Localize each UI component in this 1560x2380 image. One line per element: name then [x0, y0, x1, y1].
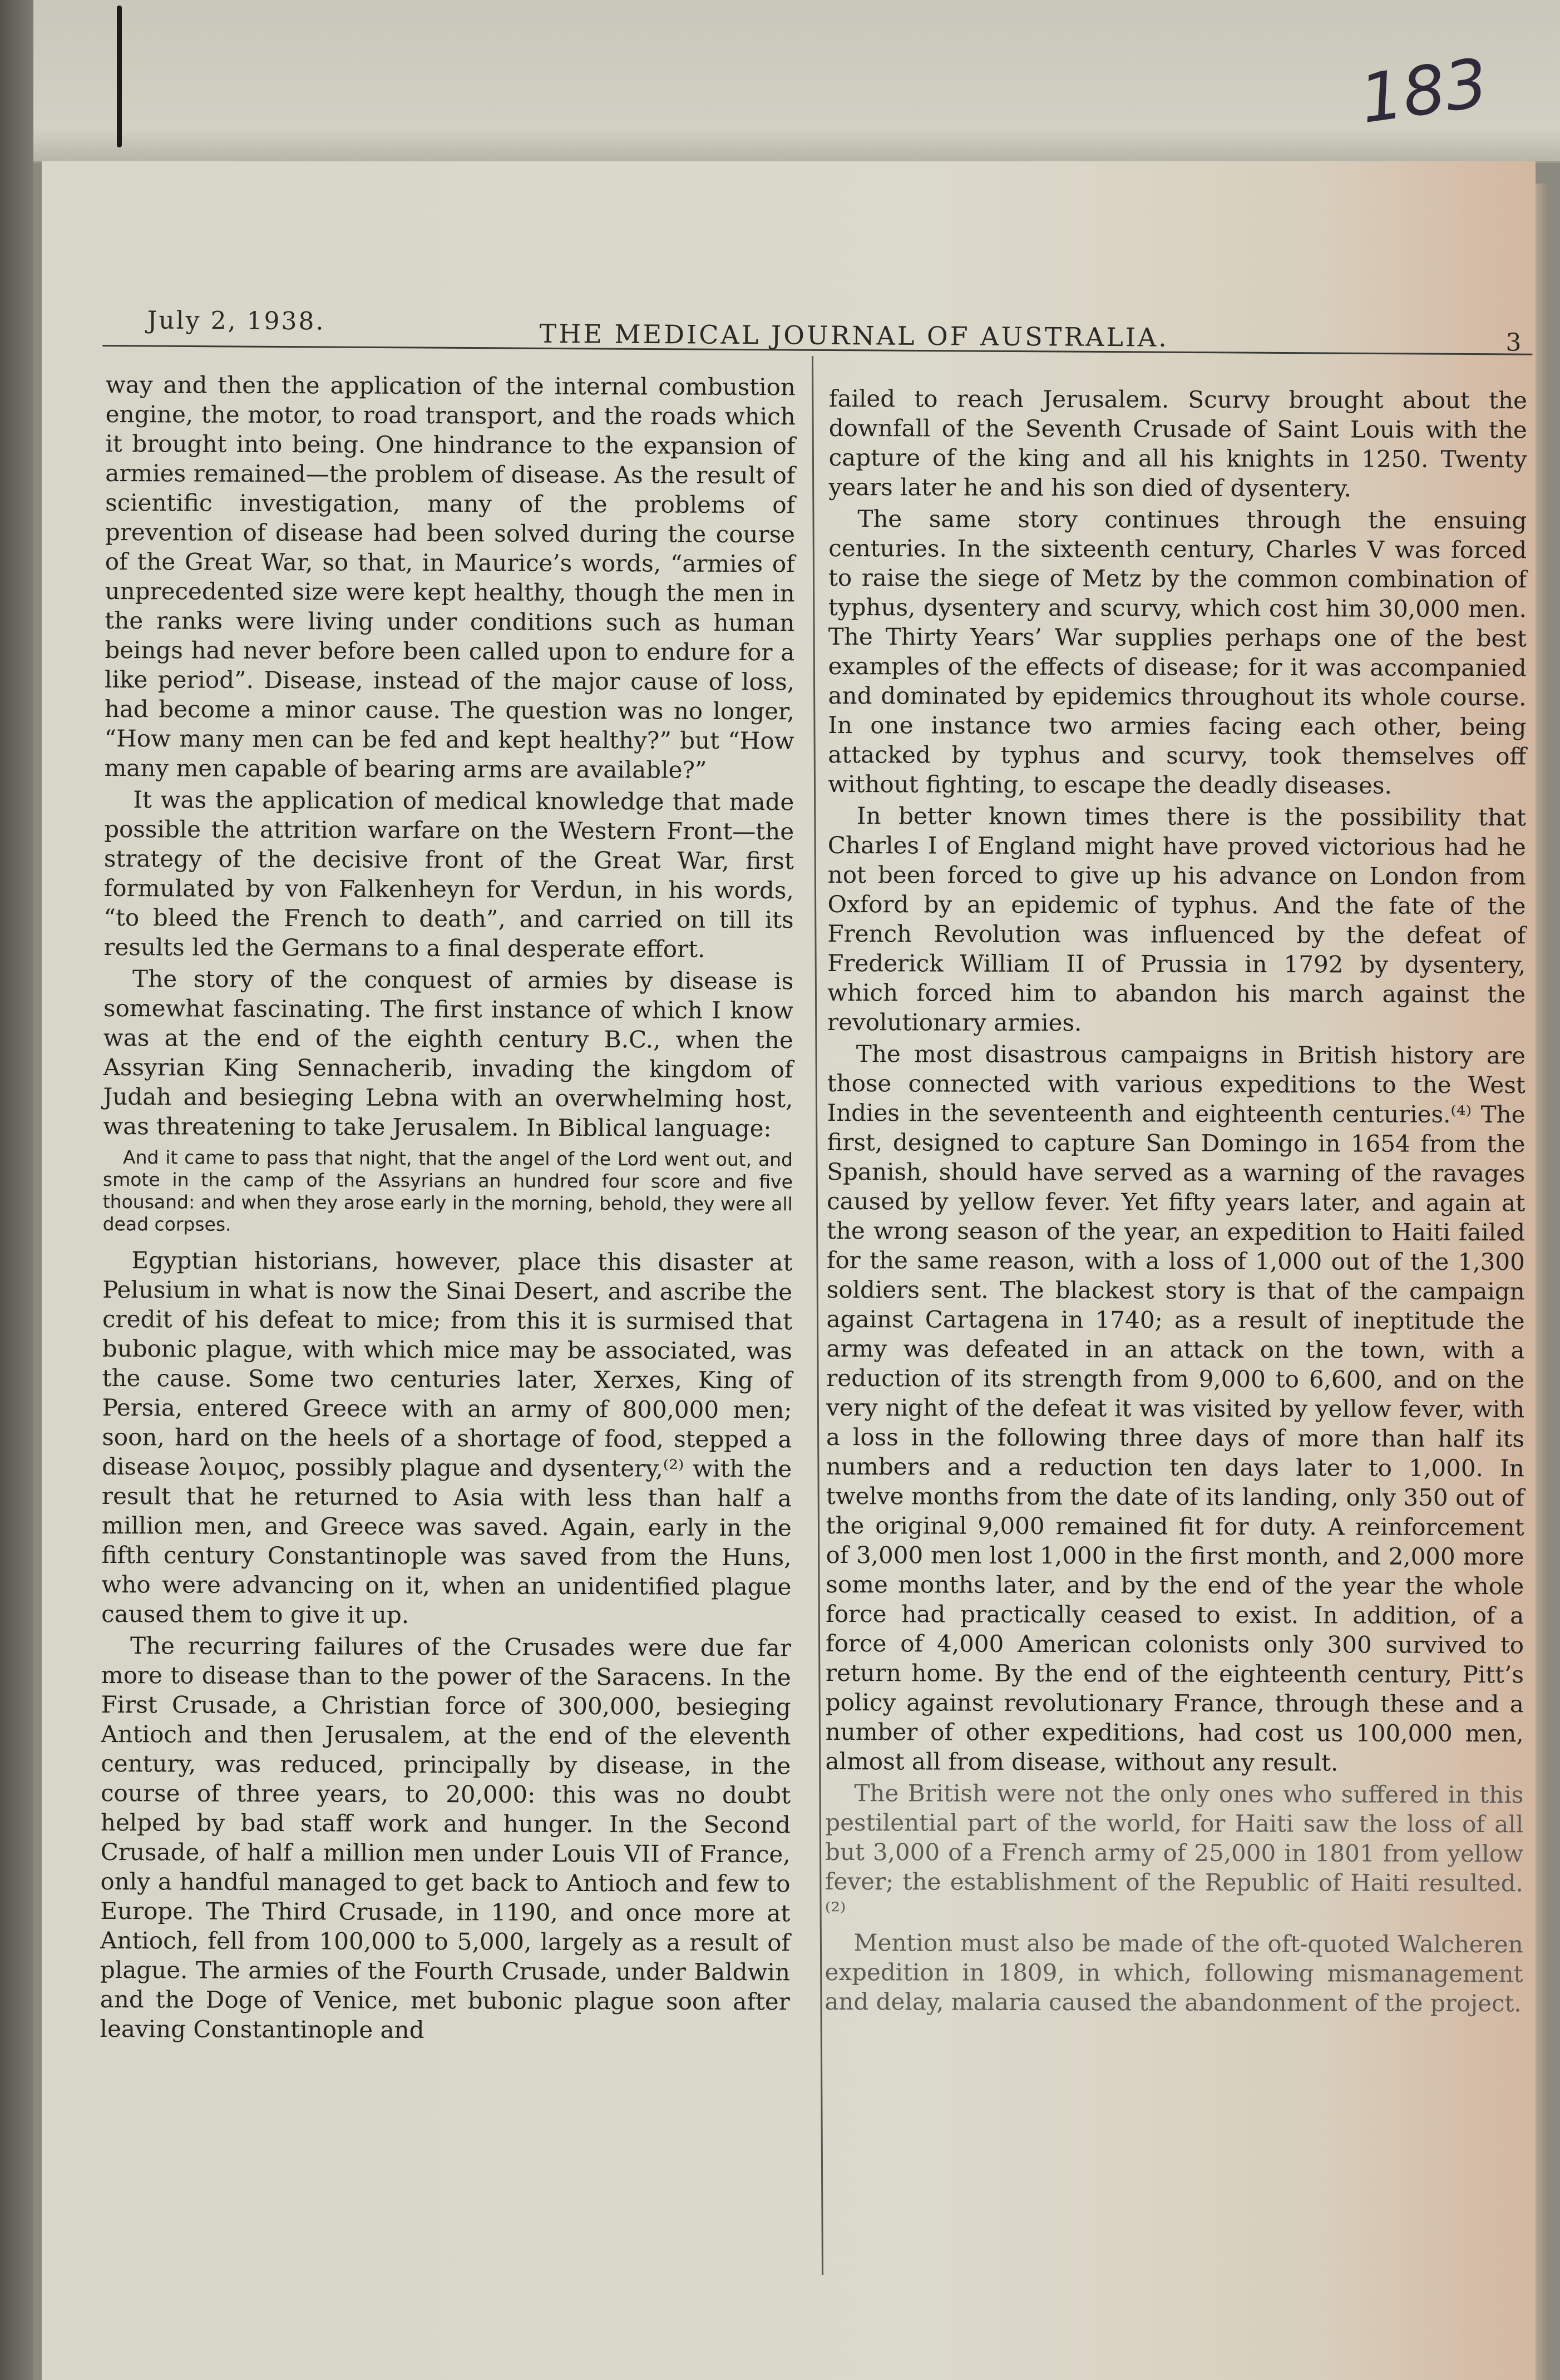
page-edge-shadow [1536, 184, 1549, 2380]
left-column [100, 370, 796, 2048]
journal-title: THE MEDICAL JOURNAL OF AUSTRALIA. [539, 318, 1169, 353]
paragraph: Egyptian historians, however, place this disaster at Pelusium in what is now the Sinai Desert, and ascribe the credit of his defeat to mice; from this it is surmised that bubonic plague, with which mice may be associated, was the cause. Some two centuries later, Xerxes, King of Persia, entered Greece with an army of 800,000 men; soon, hard on the heels of a shortage of food, stepped a disease λοιμος, possibly plague and dysentery,⁽²⁾ with the result that he returned to Asia with less than half a million men, and Greece was saved. Again, early in the fifth century Constantinople was saved from the Huns, who were advancing on it, when an unidentified plague caused them to give it up. [101, 1246, 793, 1629]
paragraph: failed to reach Jerusalem. Scurvy brought about the downfall of the Seventh Crusade of Saint Louis with the capture of the king and all his knights in 1250. Twenty years later he and his son died of dysentery. [828, 385, 1527, 502]
paragraph: way and then the application of the internal combustion engine, the motor, to road transport, and the roads which it brought into being. One hindrance to the expansion of armies remained—the problem of disease. As the result of scientific investigation, many of the problems of prevention of disease had been solved during the course of the Great War, so that, in Maurice’s words, “armies of unprecedented size were kept healthy, though the men in the ranks were living under conditions such as human beings had never before been called upon to endure for a like period”. Disease, instead of the major cause of loss, had become a minor cause. The question was no longer, “How many men can be fed and kept healthy?” but “How many men capable of bearing arms are available?” [104, 371, 796, 784]
biblical-quotation: And it came to pass that night, that the angel of the Lord went out, and smote in the camp of the Assyrians an hundred four score and five thousand: and when they arose early in the morning, behold, they were all dead corpses. [102, 1146, 793, 1235]
paragraph: The recurring failures of the Crusades were due far more to disease than to the power of the Saracens. In the First Crusade, a Christian force of 300,000, besieging Antioch and then Jerusalem, at the end of the eleventh century, was reduced, principally by disease, in the course of three years, to 20,000: this was no doubt helped by bad staff work and hunger. In the Second Crusade, of half a million men under Louis VII of France, only a handful managed to get back to Antioch and few to Europe. The Third Crusade, in 1190, and once more at Antioch, fell from 100,000 to 5,000, largely as a result of plague. The armies of the Fourth Crusade, under Baldwin and the Doge of Venice, met bubonic plague soon after leaving Constantinople and [100, 1632, 792, 2044]
attached-paper-strip [33, 0, 1560, 163]
page-number: 3 [1505, 328, 1522, 357]
paragraph: It was the application of medical knowledge that made possible the attrition warfare on the Western Front—the strategy of the decisive front of the Great War, first formulated by von Falkenheyn for Verdun, in his words, “to bleed the French to death”, and carried on till its results led the Germans to a final desperate effort. [103, 786, 794, 963]
running-header [102, 289, 1533, 355]
header-date: July 2, 1938. [147, 306, 325, 336]
binding-strip [0, 0, 33, 2380]
handwritten-folio-number: 183 [1355, 44, 1493, 139]
paragraph: In better known times there is the possibility that Charles I of England might have proved victorious had he not been forced to give up his advance on London from Oxford by an epidemic of typhus. And the fate of the French Revolution was influenced by the defeat of Frederick William II of Prussia in 1792 by dysentery, which forced him to abandon his march against the revolutionary armies. [827, 802, 1527, 1037]
paragraph: The British were not the only ones who suffered in this pestilential part of the world, for Haiti saw the loss of all but 3,000 of a French army of 25,000 in 1801 from yellow fever; the establishment of the Republic of Haiti resulted.⁽²⁾ [825, 1779, 1524, 1925]
paragraph: The story of the conquest of armies by disease is somewhat fascinating. The first instance of which I know was at the end of the eighth century B.C., when the Assyrian King Sennacherib, invading the kingdom of Judah and besieging Lebna with an overwhelming host, was threatening to take Jerusalem. In Biblical language: [103, 965, 794, 1142]
paragraph: The same story continues through the ensuing centuries. In the sixteenth century, Charles V was forced to raise the siege of Metz by the common combination of typhus, dysentery and scurvy, which cost him 30,000 men. The Thirty Years’ War supplies perhaps one of the best examples of the effects of disease; for it was accompanied and dominated by epidemics throughout its whole course. In one instance two armies facing each other, being attacked by typhus and scurvy, took themselves off without fighting, to escape the deadly diseases. [828, 505, 1527, 799]
right-column [825, 384, 1527, 2020]
paragraph: The most disastrous campaigns in British history are those connected with various expeditions to the West Indies in the seventeenth and eighteenth centuries.⁽⁴⁾ The first, designed to capture San Domingo in 1654 from the Spanish, should have served as a warning of the ravages caused by yellow fever. Yet fifty years later, and again at the wrong season of the year, an expedition to Haiti failed for the same reason, with a loss of 1,000 out of the 1,300 soldiers sent. The blackest story is that of the campaign against Cartagena in 1740; as a result of ineptitude the army was defeated in an attack on the town, with a reduction of its strength from 9,000 to 6,600, and on the very night of the defeat it was visited by yellow fever, with a loss in the following three days of more than half its numbers and a reduction ten days later to 1,000. In twelve months from the date of its landing, only 350 out of the original 9,000 remained fit for duty. A reinforcement of 3,000 men lost 1,000 in the first month, and 2,000 more some months later, and by the end of the year the whole force had practically ceased to exist. In addition, of a force of 4,000 American colonists only 300 survived to return home. By the end of the eighteenth century, Pitt’s policy against revolutionary France, through these and a number of other expeditions, had cost us 100,000 men, almost all from disease, without any result. [825, 1040, 1526, 1777]
paragraph: Mention must also be made of the oft-quoted Walcheren expedition in 1809, in which, following mismanagement and delay, malaria caused the abandonment of the project. [825, 1929, 1523, 2017]
pen-mark [117, 6, 122, 147]
